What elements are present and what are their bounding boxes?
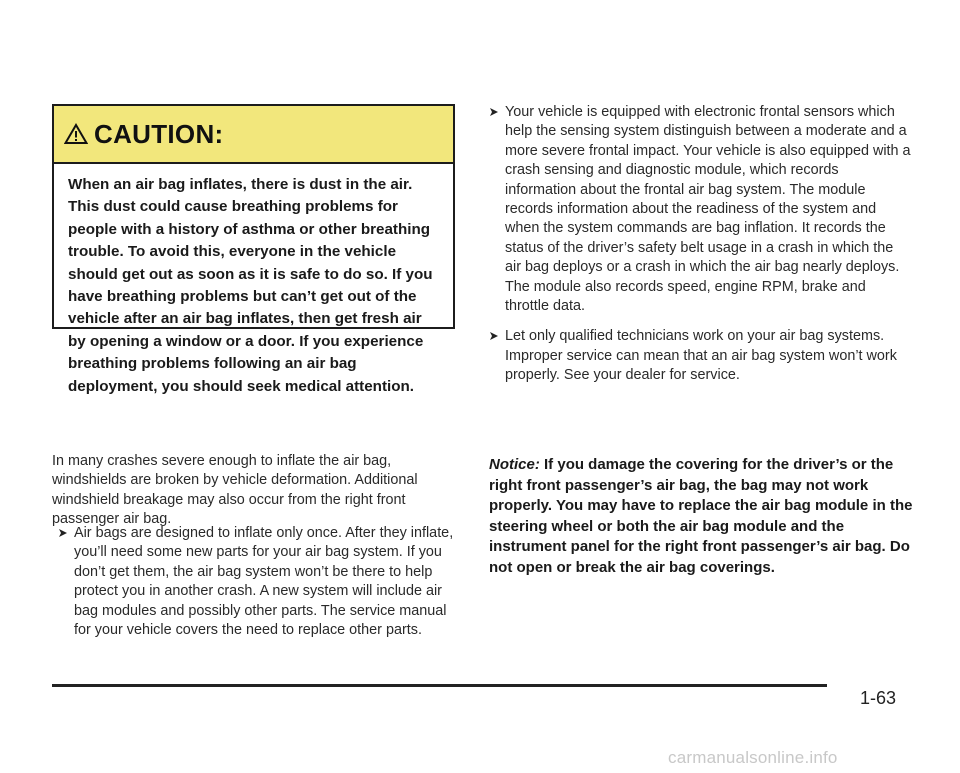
list-item [52, 524, 462, 640]
bullet-icon [59, 529, 67, 537]
caution-title: CAUTION: [94, 118, 224, 149]
notice-text: If you damage the covering for the driver’s or the right front passenger’s air bag, the bag may not work properly. You may have to replace the air bag module in the steering wheel or both the air bag module and the instrument panel for the right front passenger’s air bag. Do not open or break the air bag coverings. [489, 456, 913, 576]
watermark: carmanualsonline.info [668, 748, 838, 767]
right-bullet-list [483, 103, 913, 386]
caution-text: When an air bag inflates, there is dust in the air. This dust could cause breathing problems for people with a history of asthma or other breathing trouble. To avoid this, everyone in the vehicle should get out as soon as it is safe to do so. If you have breathing problems but can’t get out of the vehicle after an air bag inflates, then get fresh air by opening a window or a door. If you experience breathing problems following an air bag deployment, you should seek medical attention. [68, 176, 433, 395]
left-bullet-list [52, 524, 462, 640]
bullet-text: Your vehicle is equipped with electronic frontal sensors which help the sensing system distinguish between a moderate and a more severe frontal impact. Your vehicle is also equipped with a crash sensing and diagnostic module, which records information about the frontal air bag system. The module records information about the readiness of the system and when the system commands are bag inflation. It records the status of the driver’s safety belt usage in a crash in which the air bag deploys or a crash in which the air bag nearly deploys. The module also records speed, engine RPM, brake and throttle data. [505, 104, 911, 315]
list-item [483, 103, 913, 316]
notice-paragraph [489, 455, 919, 579]
caution-header [54, 106, 453, 164]
bullet-text: Let only qualified technicians work on your air bag systems. Improper service can mean that an air bag system won’t work properly. See your dealer for service. [505, 328, 897, 384]
crash-windshield-paragraph: In many crashes severe enough to inflate the air bag, windshields are broken by vehicle deformation. Additional windshield breakage may also occur from the right front passenger air bag. [52, 453, 418, 528]
list-item [483, 327, 913, 385]
page-number: 1-63 [860, 688, 897, 708]
bullet-icon [490, 108, 498, 116]
bullet-text: Air bags are designed to inflate only once. After they inflate, you’ll need some new parts for your air bag system. If you don’t get them, the air bag system won’t be there to help protect you in another crash. A new system will include air bag modules and possibly other parts. The service manual for your vehicle covers the need to replace other parts. [74, 525, 454, 639]
notice-label: Notice: [489, 456, 540, 473]
footer-divider [52, 684, 827, 687]
caution-box [52, 104, 455, 395]
bullet-icon [490, 332, 498, 340]
warning-triangle-icon [64, 123, 88, 145]
